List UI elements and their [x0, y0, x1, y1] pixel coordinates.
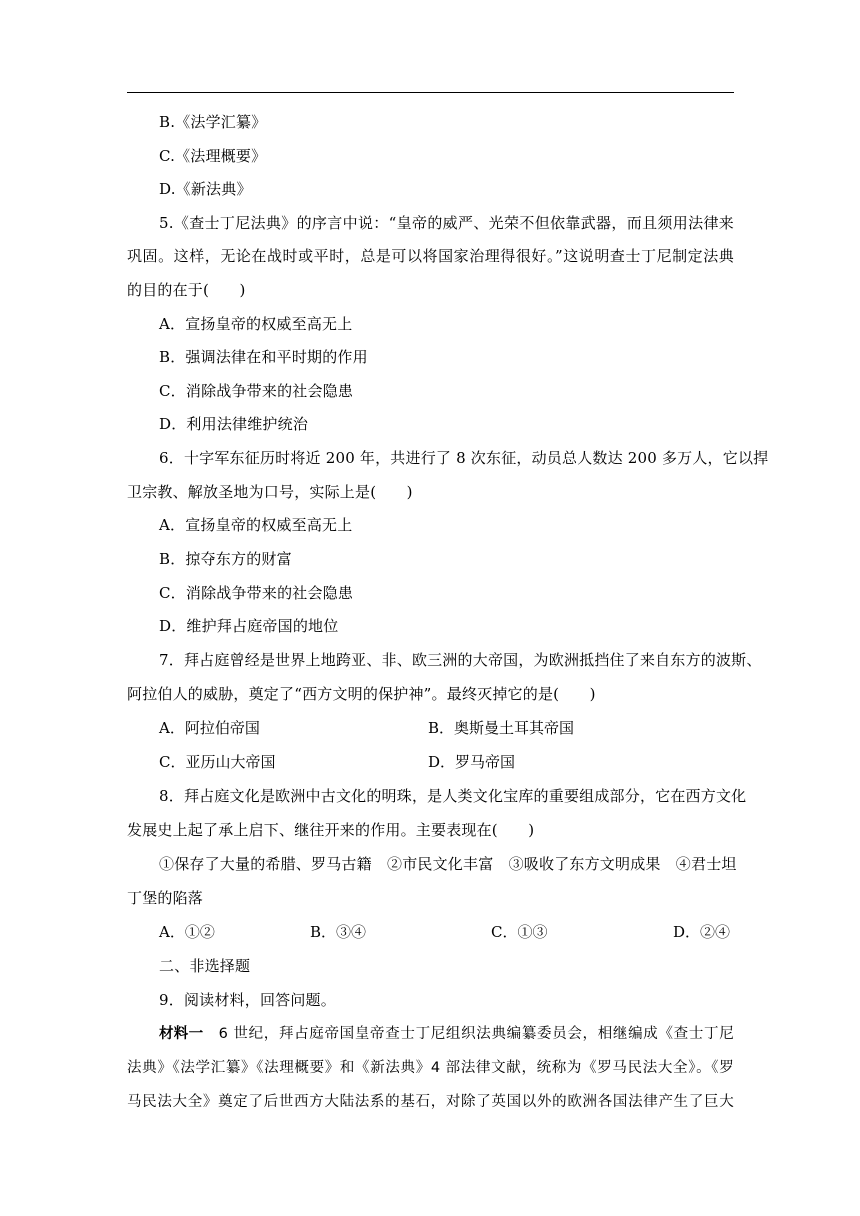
q8-option-c: C．①③	[491, 923, 548, 941]
q6-option-c: C．消除战争带来的社会隐患	[159, 584, 354, 602]
q8-items-line-2: 丁堡的陷落	[127, 889, 204, 907]
q4-option-d: D.《新法典》	[159, 180, 252, 198]
material-line-2: 法典》《法学汇纂》《法理概要》和《新法典》4 部法律文献，统称为《罗马民法大全》。《罗	[127, 1060, 734, 1076]
q5-option-c: C．消除战争带来的社会隐患	[159, 382, 354, 400]
q6-stem-line-1: 6．十字军东征历时将近 200 年，共进行了 8 次东征，动员总人数达 200 多万人，它以捍	[159, 449, 769, 467]
q7-option-d: D．罗马帝国	[428, 753, 516, 771]
q5-option-a: A．宣扬皇帝的权威至高无上	[159, 315, 353, 333]
q7-stem-line-1: 7．拜占庭曾经是世界上地跨亚、非、欧三洲的大帝国，为欧洲抵挡住了来自东方的波斯、	[159, 651, 762, 669]
q5-option-d: D．利用法律维护统治	[159, 415, 309, 433]
q6-option-a: A．宣扬皇帝的权威至高无上	[159, 516, 353, 534]
q8-stem-line-2: 发展史上起了承上启下、继往开来的作用。主要表现在( )	[127, 821, 535, 839]
q7-option-b: B．奥斯曼土耳其帝国	[428, 719, 575, 737]
q5-stem-line-1: 5.《查士丁尼法典》的序言中说：“皇帝的威严、光荣不但依靠武器，而且须用法律来	[159, 214, 734, 232]
material-text-1: 6 世纪，拜占庭帝国皇帝查士丁尼组织法典编纂委员会，相继编成《查士丁尼	[203, 1026, 734, 1042]
q5-stem-line-2: 巩固。这样，无论在战时或平时，总是可以将国家治理得很好。”这说明查士丁尼制定法典	[127, 247, 734, 265]
q8-option-a: A．①②	[159, 923, 215, 941]
q5-stem-line-3: 的目的在于( )	[127, 281, 246, 299]
q4-option-c: C.《法理概要》	[159, 147, 267, 165]
header-rule	[127, 92, 734, 93]
q8-stem-line-1: 8．拜占庭文化是欧洲中古文化的明珠，是人类文化宝库的重要组成部分，它在西方文化	[159, 787, 747, 805]
q4-option-b: B.《法学汇纂》	[159, 113, 267, 131]
q6-option-b: B．掠夺东方的财富	[159, 550, 292, 568]
q6-option-d: D．维护拜占庭帝国的地位	[159, 617, 339, 635]
q8-option-b: B．③④	[310, 923, 367, 941]
q8-items-line-1: ①保存了大量的希腊、罗马古籍 ②市民文化丰富 ③吸收了东方文明成果 ④君士坦	[159, 855, 737, 873]
material-line-1	[159, 1024, 734, 1044]
q7-stem-line-2: 阿拉伯人的威胁，奠定了“西方文明的保护神”。最终灭掉它的是( )	[127, 685, 596, 703]
q9-stem: 9．阅读材料，回答问题。	[159, 991, 336, 1009]
q8-option-d: D．②④	[673, 923, 731, 941]
q7-option-c: C．亚历山大帝国	[159, 753, 276, 771]
q6-stem-line-2: 卫宗教、解放圣地为口号，实际上是( )	[127, 483, 413, 501]
q7-option-a: A．阿拉伯帝国	[159, 719, 260, 737]
material-line-3: 马民法大全》奠定了后世西方大陆法系的基石，对除了英国以外的欧洲各国法律产生了巨大	[127, 1094, 734, 1110]
material-label: 材料一	[159, 1026, 204, 1042]
q5-option-b: B．强调法律在和平时期的作用	[159, 348, 368, 366]
section-heading: 二、非选择题	[159, 957, 251, 975]
